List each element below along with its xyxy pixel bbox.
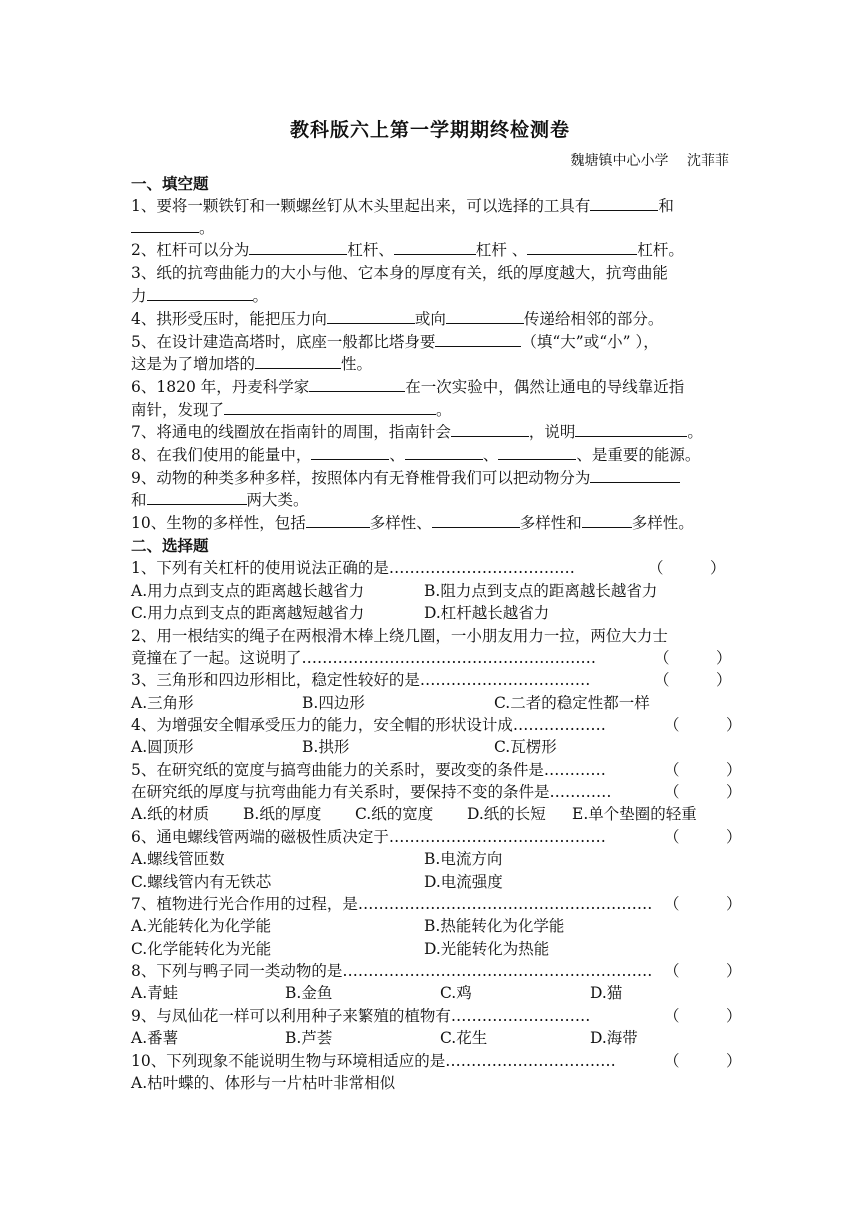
option-b[interactable]: B.芦荟 [285,1029,333,1047]
answer-blank[interactable] [131,217,199,233]
answer-paren[interactable]: （ ） [664,895,742,913]
fill-question-10: 10、生物的多样性，包括 多样性、 多样性和 多样性。 [131,514,694,532]
fill-question-1-cont: 。 [131,217,215,239]
choice-question-6: 6、通电螺线管两端的磁极性质决定于…………………………………… [131,828,606,846]
fill-question-3-cont: 力 。 [131,287,269,305]
author-byline: 魏塘镇中心小学 沈菲菲 [570,153,729,169]
answer-blank[interactable] [451,421,529,437]
document-title: 教科版六上第一学期期终检测卷 [289,119,570,141]
fill-question-8: 8、在我们使用的能量中， 、 、 、是重要的能源。 [131,446,701,464]
option-d[interactable]: D.光能转化为热能 [424,940,550,958]
choice-question-9: 9、与凤仙花一样可以利用种子来繁殖的植物有……………………… [131,1007,591,1025]
option-b[interactable]: B.热能转化为化学能 [424,917,565,935]
fill-question-7: 7、将通电的线圈放在指南针的周围，指南针会 ，说明 。 [131,423,703,441]
fill-question-5: 5、在设计建造高塔时，底座一般都比塔身要 （填“大”或“小” ）， [131,333,659,351]
option-d[interactable]: D.海带 [590,1029,638,1047]
answer-blank[interactable] [590,467,680,483]
answer-paren[interactable]: （ ） [654,671,732,689]
answer-blank[interactable] [327,308,415,324]
answer-blank[interactable] [575,421,687,437]
answer-paren[interactable]: （ ） [648,559,726,577]
choice-question-10: 10、下列现象不能说明生物与环境相适应的是…………………………… [131,1052,616,1070]
fill-question-1: 1、要将一颗铁钉和一颗螺丝钉从木头里起出来，可以选择的工具有 和 [131,197,674,215]
option-c[interactable]: C.二者的稳定性都一样 [494,694,650,712]
answer-paren[interactable]: （ ） [664,1052,742,1070]
fill-question-5-cont: 这是为了增加塔的 性。 [131,355,373,373]
option-b[interactable]: B.金鱼 [285,984,333,1002]
answer-blank[interactable] [147,489,247,505]
option-a[interactable]: A.三角形 [131,694,194,712]
option-d[interactable]: D.杠杆越长越省力 [424,604,550,622]
choice-question-2: 2、用一根结实的绳子在两根滑木棒上绕几圈，一小朋友用力一拉，两位大力士 [131,627,668,645]
option-a[interactable]: A.青蛙 [131,984,179,1002]
answer-blank[interactable] [306,512,370,528]
option-a[interactable]: A.螺线管匝数 [131,850,225,868]
answer-blank[interactable] [432,512,520,528]
section-fill-in: 一、填空题 [131,174,209,193]
answer-paren[interactable]: （ ） [664,1007,742,1025]
option-a[interactable]: A.纸的材质 [131,805,210,823]
answer-blank[interactable] [498,444,576,460]
option-c[interactable]: C.螺线管内有无铁芯 [131,873,272,891]
fill-question-3: 3、纸的抗弯曲能力的大小与他、它本身的厚度有关，纸的厚度越大，抗弯曲能 [131,264,668,282]
fill-question-2: 2、杠杆可以分为 杠杆、 杠杆 、 杠杆。 [131,241,684,259]
answer-paren[interactable]: （ ） [664,962,742,980]
answer-blank[interactable] [405,444,483,460]
answer-blank[interactable] [527,239,637,255]
answer-blank[interactable] [309,376,405,392]
answer-blank[interactable] [446,308,524,324]
answer-blank[interactable] [147,285,253,301]
answer-blank[interactable] [224,399,436,415]
option-c[interactable]: C.纸的宽度 [355,805,434,823]
answer-paren[interactable]: （ ） [664,716,742,734]
answer-paren[interactable]: （ ） [654,649,732,667]
choice-question-1: 1、下列有关杠杆的使用说法正确的是……………………………… [131,559,575,577]
option-a[interactable]: A.番薯 [131,1029,179,1047]
option-b[interactable]: B.阻力点到支点的距离越长越省力 [424,582,658,600]
option-c[interactable]: C.瓦楞形 [494,738,557,756]
option-b[interactable]: B.四边形 [302,694,365,712]
answer-blank[interactable] [590,195,658,211]
choice-question-5: 5、在研究纸的宽度与搞弯曲能力的关系时，要改变的条件是………… [131,761,606,779]
answer-blank[interactable] [249,239,347,255]
choice-question-8: 8、下列与鸭子同一类动物的是…………………………………………………… [131,962,653,980]
section-multiple-choice: 二、选择题 [131,536,209,555]
answer-paren[interactable]: （ ） [664,783,742,801]
choice-question-4: 4、为增强安全帽承受压力的能力，安全帽的形状设计成……………… [131,716,606,734]
answer-blank[interactable] [394,239,476,255]
option-b[interactable]: B.拱形 [302,738,350,756]
option-b[interactable]: B.纸的厚度 [243,805,322,823]
option-c[interactable]: C.鸡 [440,984,472,1002]
option-a[interactable]: A.光能转化为化学能 [131,917,272,935]
fill-question-4: 4、拱形受压时，能把压力向 或向 传递给相邻的部分。 [131,310,664,328]
option-c[interactable]: C.花生 [440,1029,488,1047]
option-d[interactable]: D.纸的长短 [467,805,546,823]
choice-question-5-cont: 在研究纸的厚度与抗弯曲能力有关系时，要保持不变的条件是………… [131,783,612,801]
option-b[interactable]: B.电流方向 [424,850,503,868]
fill-question-9-cont: 和 两大类。 [131,491,309,509]
option-e[interactable]: E.单个垫圈的轻重 [572,805,697,823]
option-c[interactable]: C.用力点到支点的距离越短越省力 [131,604,365,622]
fill-question-6: 6、1820 年，丹麦科学家 在一次实验中，偶然让通电的导线靠近指 [131,378,685,396]
choice-question-2-cont: 竟撞在了一起。这说明了………………………………………………… [131,649,597,667]
answer-blank[interactable] [582,512,632,528]
answer-blank[interactable] [311,444,389,460]
answer-paren[interactable]: （ ） [664,828,742,846]
option-d[interactable]: D.电流强度 [424,873,503,891]
fill-question-6-cont: 南针，发现了 。 [131,401,452,419]
answer-blank[interactable] [435,331,521,347]
choice-question-7: 7、植物进行光合作用的过程，是………………………………………………… [131,895,653,913]
answer-paren[interactable]: （ ） [664,761,742,779]
choice-question-3: 3、三角形和四边形相比，稳定性较好的是…………………………… [131,671,591,689]
option-a[interactable]: A.枯叶蝶的、体形与一片枯叶非常相似 [131,1074,396,1092]
option-a[interactable]: A.用力点到支点的距离越长越省力 [131,582,365,600]
option-d[interactable]: D.猫 [590,984,623,1002]
answer-blank[interactable] [255,353,341,369]
option-a[interactable]: A.圆顶形 [131,738,194,756]
fill-question-9: 9、动物的种类多种多样，按照体内有无脊椎骨我们可以把动物分为 [131,467,680,489]
option-c[interactable]: C.化学能转化为光能 [131,940,272,958]
